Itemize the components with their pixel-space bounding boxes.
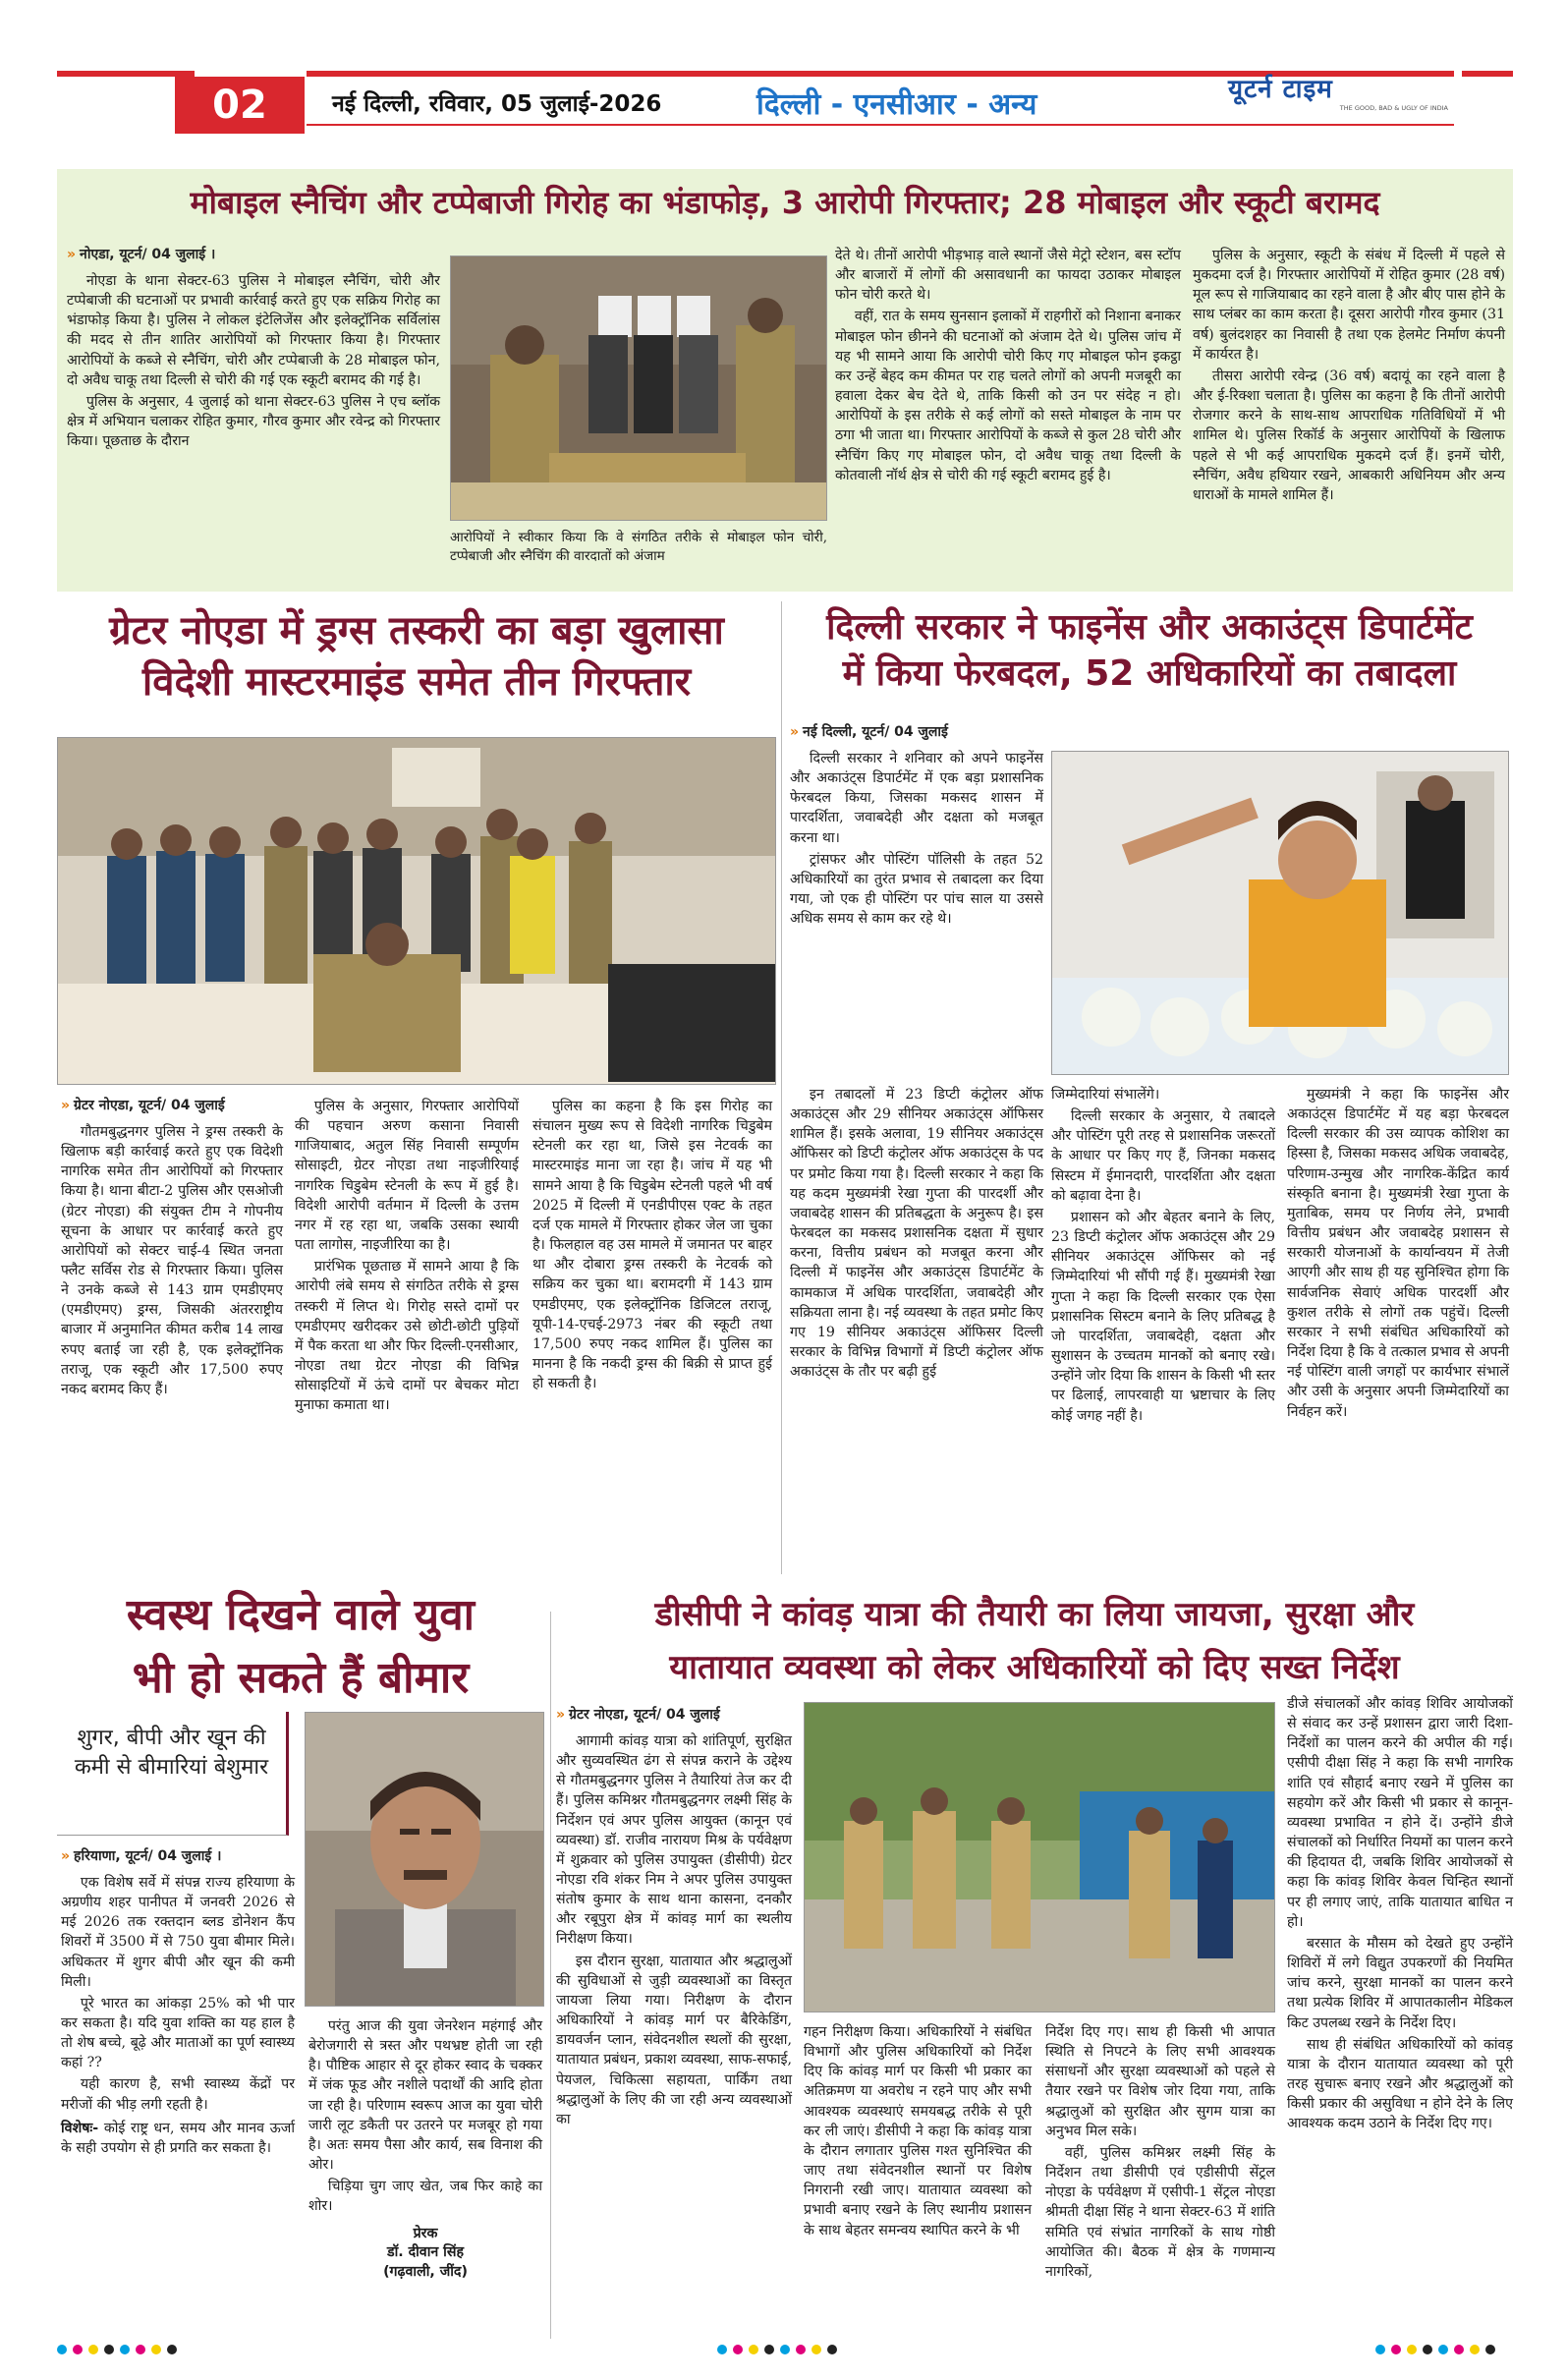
story1-para: नोएडा के थाना सेक्टर-63 पुलिस ने मोबाइल स्नैचिंग, चोरी और टप्पेबाजी की घटनाओं पर प्रभावी कार्रवाई करते हुए एक सक्रिय गिरोह का भंडाफोड़ किया है। पुलिस ने लोकल इंटेलिजेंस और इलेक्ट्रॉनिक सर्विलांस की मदद से तीन शातिर आरोपियों को गिरफ्तार किया है। गिरफ्तार आरोपियों के कब्जे से स्नैचिंग, चोरी और टप्पेबाजी के 28 मोबाइल फोन, दो अवैध चाकू तथा दिल्ली से चोरी की गई एक स्कूटी बरामद की गई है।: [67, 272, 440, 388]
story3-headline: दिल्ली सरकार ने फाइनेंस और अकाउंट्स डिपार्टमेंट में किया फेरबदल, 52 अधिकारियों का तबादला: [826, 607, 1473, 694]
story3-para: ट्रांसफर और पोस्टिंग पॉलिसी के तहत 52 अधिकारियों का तुरंत प्रभाव से तबादला कर दिया गया, जो एक ही पोस्टिंग पर पांच साल या उससे अधिक समय से काम कर रहे थे।: [790, 851, 1043, 928]
story2-byline: ग्रेटर नोएडा, यूटर्न/ 04 जुलाई: [74, 1098, 225, 1113]
story3-photo: [1051, 751, 1509, 1075]
story5-para: वहीं, पुलिस कमिश्नर लक्ष्मी सिंह के निर्देशन तथा डीसीपी एवं एडीसीपी सेंट्रल नोएडा के पर्यवेक्षण में एसीपी-1 सेंट्रल नोएडा श्रीमती दीक्षा सिंह ने थाना सेक्टर-63 में शांति समिति एवं संभ्रांत नागरिकों के साथ गोष्ठी आयोजित की। बैठक में क्षेत्र के गणमान्य नागरिकों,: [1045, 2144, 1275, 2280]
story4-headline: स्वस्थ दिखने वाले युवा भी हो सकते हैं बीमार: [126, 1590, 476, 1703]
registration-marks-center: [717, 2345, 837, 2354]
story1-para: पुलिस के अनुसार, स्कूटी के संबंध में दिल्ली में पहले से मुकदमा दर्ज है। गिरफ्तार आरोपियों में रोहित कुमार (28 वर्ष) मूल रूप से गाजियाबाद का रहने वाला है और बीए पास होने के साथ प्लंबर का काम करता है। दूसरा आरोपी गौरव कुमार (31 वर्ष) बुलंदशहर का निवासी है तथा एक हेलमेट निर्माण कंपनी में कार्यरत है।: [1193, 248, 1505, 363]
story5-para: डीजे संचालकों और कांवड़ शिविर आयोजकों से संवाद कर उन्हें प्रशासन द्वारा जारी दिशा-निर्देशों का पालन करने की अपील की गई। एसीपी दीक्षा सिंह ने कहा कि सभी नागरिक शांति एवं सौहार्द बनाए रखने में पुलिस का सहयोग करें और किसी भी प्रकार से कानून-व्यवस्था प्रभावित न होने दें। उन्होंने डीजे संचालकों को निर्धारित नियमों का पालन करने की हिदायत दी, जबकि शिविर आयोजकों से कहा कि कांवड़ शिविर केवल चिन्हित स्थानों पर ही लगाए जाएं, ताकि यातायात बाधित न हो।: [1287, 1696, 1513, 1930]
story2-col2: [295, 1097, 519, 1418]
story4-col2: [308, 2016, 542, 2283]
story2-headline: ग्रेटर नोएडा में ड्रग्स तस्करी का बड़ा खुलासा विदेशी मास्टरमाइंड समेत तीन गिरफ्तार: [109, 608, 724, 705]
story3-para: दिल्ली सरकार के अनुसार, ये तबादले और पोस्टिंग पूरी तरह से प्रशासनिक जरूरतों के आधार पर किए गए हैं, जिनका मकसद सिस्टम में ईमानदारी, पारदर्शिता और दक्षता को बढ़ावा देना है।: [1051, 1108, 1275, 1204]
story4-note-label: विशेषः-: [61, 2120, 99, 2136]
story1-para: देते थे। तीनों आरोपी भीड़भाड़ वाले स्थानों जैसे मेट्रो स्टेशन, बस स्टॉप और बाजारों में लोगों की असावधानी का फायदा उठाकर मोबाइल फोन चोरी करते थे।: [835, 248, 1181, 304]
story1-para: पुलिस के अनुसार, 4 जुलाई को थाना सेक्टर-63 पुलिस ने एच ब्लॉक क्षेत्र में अभियान चलाकर रोहित कुमार, गौरव कुमार और रवेन्द्र को गिरफ्तार किया। पूछताछ के दौरान: [67, 393, 440, 450]
story5-para: आगामी कांवड़ यात्रा को शांतिपूर्ण, सुरक्षित और सुव्यवस्थित ढंग से संपन्न कराने के उद्देश्य से गौतमबुद्धनगर पुलिस ने तैयारियां तेज कर दी हैं। पुलिस कमिश्नर गौतमबुद्धनगर लक्ष्मी सिंह के निर्देशन एवं अपर पुलिस आयुक्त (कानून एवं व्यवस्था) डॉ. राजीव नारायण मिश्र के पर्यवेक्षण में शुक्रवार को पुलिस उपायुक्त (डीसीपी) ग्रेटर नोएडा रवि शंकर निम ने अपर पुलिस उपायुक्त संतोष कुमार के साथ थाना कासना, दनकौर और रबूपुरा क्षेत्र में कांवड़ मार्ग का स्थलीय निरीक्षण किया।: [556, 1732, 792, 1948]
story1-col3: [835, 246, 1181, 487]
story-mobile-gang: [57, 169, 1513, 592]
story5-byline: ग्रेटर नोएडा, यूटर्न/ 04 जुलाई: [569, 1707, 720, 1723]
story2-para: गौतमबुद्धनगर पुलिस ने ड्रग्स तस्करी के खिलाफ बड़ी कार्रवाई करते हुए एक विदेशी नागरिक समेत तीन आरोपियों को गिरफ्तार किया है। थाना बीटा-2 पुलिस और एसओजी (ग्रेटर नोएडा) की संयुक्त टीम ने गोपनीय सूचना के आधार पर कार्रवाई करते हुए आरोपियों को सेक्टर चाई-4 स्थित जनता फ्लैट सर्विस रोड से गिरफ्तार किया। पुलिस ने उनके कब्जे से 143 ग्राम एमडीएमए (एमडीएमए) ड्रग्स, जिसकी अंतरराष्ट्रीय बाजार में अनुमानित कीमत करीब 14 लाख रुपए बताई जा रही है, एक इलेक्ट्रॉनिक तराजू, एक स्कूटी और 17,500 रुपए नकद बरामद किए हैं।: [61, 1123, 283, 1397]
story3-col3: [1051, 1085, 1275, 1428]
story1-byline: नोएडा, यूटर्न/ 04 जुलाई ।: [80, 247, 216, 262]
story5-col1: » ग्रेटर नोएडा, यूटर्न/ 04 जुलाई आगामी कांवड़ यात्रा को शांतिपूर्ण, सुरक्षित और सुव्यवस्थित ढंग से संपन्न कराने के उद्देश्य से गौतमबुद्धनगर पुलिस ने तैयारियां तेज कर दी हैं। पुलिस कमिश्नर गौतमबुद्धनगर लक्ष्मी सिंह के निर्देशन एवं अपर पुलिस आयुक्त (कानून एवं व्यवस्था) डॉ. राजीव नारायण मिश्र के पर्यवेक्षण में शुक्रवार को पुलिस उपायुक्त (डीसीपी) ग्रेटर नोएडा रवि शंकर निम ने अपर पुलिस उपायुक्त संतोष कुमार के साथ थाना कासना, दनकौर और रबूपुरा क्षेत्र में कांवड़ मार्ग का स्थलीय निरीक्षण किया। इस दौरान सुरक्षा, यातायात और श्रद्धालुओं की सुविधाओं से जुड़ी व्यवस्थाओं का विस्तृत जायजा लिया गया। निरीक्षण के दौरान अधिकारियों ने कांवड़ मार्ग पर बैरिकेडिंग, डायवर्जन प्लान, संवेदनशील स्थलों की सुरक्षा, यातायात प्रबंधन, प्रकाश व्यवस्था, साफ-सफाई, पेयजल, चिकित्सा सहायता, पार्किंग तथा श्रद्धालुओं के लिए की जा रही अन्य व्यवस्थाओं का: [556, 1706, 792, 2131]
red-rule-left: [57, 71, 195, 77]
story4-para: चिड़िया चुग जाए खेत, जब फिर काहे का शोर।: [308, 2179, 542, 2215]
section-title: दिल्ली - एनसीआर - अन्य: [756, 87, 1037, 122]
story2-photo: [57, 737, 776, 1085]
story4-note: कोई राष्ट्र धन, समय और मानव ऊर्जा के सही उपयोग से ही प्रगति कर सकता है।: [61, 2120, 295, 2156]
logo-tagline: THE GOOD, BAD & UGLY OF INDIA: [1339, 104, 1448, 112]
story1-col1: » नोएडा, यूटर्न/ 04 जुलाई । नोएडा के थाना सेक्टर-63 पुलिस ने मोबाइल स्नैचिंग, चोरी और टप्पेबाजी की घटनाओं पर प्रभावी कार्रवाई करते हुए एक सक्रिय गिरोह का भंडाफोड़ किया है। पुलिस ने लोकल इंटेलिजेंस और इलेक्ट्रॉनिक सर्विलांस की मदद से तीन शातिर आरोपियों को गिरफ्तार किया है। गिरफ्तार आरोपियों के कब्जे से स्नैचिंग, चोरी और टप्पेबाजी के 28 मोबाइल फोन, दो अवैध चाकू तथा दिल्ली से चोरी की गई एक स्कूटी बरामद की गई है। पुलिस के अनुसार, 4 जुलाई को थाना सेक्टर-63 पुलिस ने एच ब्लॉक क्षेत्र में अभियान चलाकर रोहित कुमार, गौरव कुमार और रवेन्द्र को गिरफ्तार किया। पूछताछ के दौरान: [67, 246, 440, 453]
logo-text: यूटर्न टाइम: [1228, 75, 1333, 104]
story4-para: पूरे भारत का आंकड़ा 25% को भी पार कर सकता है। यदि युवा शक्ति का यह हाल है तो शेष बच्चे, बूढ़े और माताओं का पूर्ण स्वास्थ्य कहां ??: [61, 1995, 295, 2071]
story4-author: डॉ. दीवान सिंह: [387, 2244, 464, 2261]
story5-col4: [1287, 1694, 1513, 2135]
story5-headline: डीसीपी ने कांवड़ यात्रा की तैयारी का लिया जायजा, सुरक्षा और यातायात व्यवस्था को लेकर अधिकारियों को दिए सख्त निर्देश: [654, 1595, 1415, 1688]
story4-signoff: प्रेरक: [413, 2225, 438, 2241]
story3-para: दिल्ली सरकार ने शनिवार को अपने फाइनेंस और अकाउंट्स डिपार्टमेंट में एक बड़ा प्रशासनिक फेरबदल किया, जिसका मकसद शासन में पारदर्शिता, जवाबदेही और दक्षता को मजबूत करना था।: [790, 750, 1043, 846]
story3-col1: » नई दिल्ली, यूटर्न/ 04 जुलाई दिल्ली सरकार ने शनिवार को अपने फाइनेंस और अकाउंट्स डिपार्टमेंट में एक बड़ा प्रशासनिक फेरबदल किया, जिसका मकसद शासन में पारदर्शिता, जवाबदेही और दक्षता को मजबूत करना था। ट्रांसफर और पोस्टिंग पॉलिसी के तहत 52 अधिकारियों का तुरंत प्रभाव से तबादला कर दिया गया, जो एक ही पोस्टिंग पर पांच साल या उससे अधिक समय से काम कर रहे थे।: [790, 723, 1043, 931]
column-rule: [550, 1612, 551, 2339]
story4-col1: » हरियाणा, यूटर्न/ 04 जुलाई । एक विशेष सर्वे में संपन्न राज्य हरियाणा के अग्रणीय शहर पानीपत में जनवरी 2026 से मई 2026 तक रक्तदान ब्लड डोनेशन कैंप शिवरों में 3500 में से 750 युवा बीमार मिले। अधिकतर में शुगर बीपी और खून की कमी मिली। पूरे भारत का आंकड़ा 25% को भी पार कर सकता है। यदि युवा शक्ति का यह हाल है तो शेष बच्चे, बूढ़े और माताओं का पूर्ण स्वास्थ्य कहां ?? यही कारण है, सभी स्वास्थ्य केंद्रों पर मरीजों की भीड़ लगी रहती है। विशेषः- कोई राष्ट्र धन, समय और मानव ऊर्जा के सही उपयोग से ही प्रगति कर सकता है।: [61, 1848, 295, 2156]
masthead-logo: [1228, 75, 1454, 122]
story1-caption: आरोपियों ने स्वीकार किया कि वे संगठित तरीके से मोबाइल फोन चोरी, टप्पेबाजी और स्नैचिंग की वारदातों को अंजाम: [450, 530, 827, 565]
story-delhi-transfer: [786, 601, 1513, 1574]
story5-para: बरसात के मौसम को देखते हुए उन्होंने शिविरों में लगे विद्युत उपकरणों की नियमित जांच करने, सुरक्षा मानकों का पालन करने तथा प्रत्येक शिविर में आपातकालीन मेडिकल किट उपलब्ध रखने के निर्देश दिए।: [1287, 1935, 1513, 2031]
registration-marks-left: [57, 2345, 177, 2354]
story5-col3: [1045, 2022, 1275, 2284]
story-kanwar: [556, 1584, 1513, 2311]
story5-col2: [804, 2022, 1032, 2242]
story4-author-place: (गढ़वाली, जींद): [383, 2264, 468, 2281]
story3-para: इन तबादलों में 23 डिप्टी कंट्रोलर ऑफ अकाउंट्स और 29 सीनियर अकाउंट्स ऑफिसर शामिल हैं। इसके अलावा, 19 सीनियर अकाउंट्स ऑफिसर को डिप्टी कंट्रोलर ऑफ अकाउंट्स के पद पर प्रमोट किया गया है। दिल्ली सरकार ने कहा कि यह कदम मुख्यमंत्री रेखा गुप्ता की पारदर्शी और जवाबदेह शासन की प्रतिबद्धता के अनुरूप है। इस फेरबदल का मकसद प्रशासनिक दक्षता में सुधार करना, वित्तीय प्रबंधन को मजबूत करना और दिल्ली में फाइनेंस और अकाउंट्स डिपार्टमेंट के कामकाज में अधिक पारदर्शिता, जवाबदेही और सक्रियता लाना है। नई व्यवस्था के तहत प्रमोट किए गए 19 सीनियर अकाउंट्स ऑफिसर दिल्ली सरकार के विभिन्न विभागों में डिप्टी कंट्रोलर ऑफ अकाउंट्स के तौर पर बढ़ी हुई: [790, 1087, 1043, 1381]
story5-para: इस दौरान सुरक्षा, यातायात और श्रद्धालुओं की सुविधाओं से जुड़ी व्यवस्थाओं का विस्तृत जायजा लिया गया। निरीक्षण के दौरान अधिकारियों ने कांवड़ मार्ग पर बैरिकेडिंग, डायवर्जन प्लान, संवेदनशील स्थलों की सुरक्षा, यातायात प्रबंधन, प्रकाश व्यवस्था, साफ-सफाई, पेयजल, चिकित्सा सहायता, पार्किंग तथा श्रद्धालुओं के लिए की जा रही अन्य व्यवस्थाओं का: [556, 1953, 792, 2127]
story1-para: वहीं, रात के समय सुनसान इलाकों में राहगीरों को निशाना बनाकर मोबाइल फोन छीनने की घटनाओं को अंजाम देते थे। पुलिस जांच में यह भी सामने आया कि आरोपी चोरी किए गए मोबाइल फोन इकट्ठा कर उन्हें बेहद कम कीमत पर राह चलते लोगों को अपनी मजबूरी का हवाला देकर बेच देते थे, ताकि किसी को उन पर संदेह न हो। आरोपियों के इस तरीके से कई लोगों को सस्ते मोबाइल के नाम पर ठगा भी जाता था। गिरफ्तार आरोपियों के कब्जे से कुल 28 चोरी और स्नैचिंग किए गए मोबाइल फोन, दो अवैध चाकू तथा दिल्ली के कोतवाली नॉर्थ क्षेत्र से चोरी की गई स्कूटी बरामद हुई है।: [835, 309, 1181, 483]
story4-para: यही कारण है, सभी स्वास्थ्य केंद्रों पर मरीजों की भीड़ लगी रहती है।: [61, 2076, 295, 2113]
story1-para: तीसरा आरोपी रवेन्द्र (36 वर्ष) बदायूं का रहने वाला है और ई-रिक्शा चलाता है। पुलिस का कहना है कि तीनों आरोपी रोजगार करने के साथ-साथ आपराधिक गतिविधियों में भी शामिल थे। पुलिस रिकॉर्ड के अनुसार आरोपियों के खिलाफ पहले से भी कई आपराधिक मुकदमे दर्ज हैं। इनमें चोरी, स्नैचिंग, अवैध हथियार रखने, आबकारी अधिनियम और अन्य धाराओं के मामले शामिल हैं।: [1193, 368, 1505, 503]
story5-para: निर्देश दिए गए। साथ ही किसी भी आपात स्थिति से निपटने के लिए सभी आवश्यक संसाधनों और सुरक्षा व्यवस्थाओं को पहले से तैयार रखने पर विशेष जोर दिया गया, ताकि श्रद्धालुओं को सुरक्षित और सुगम यात्रा का अनुभव मिल सके।: [1045, 2024, 1275, 2139]
story5-para: गहन निरीक्षण किया। अधिकारियों ने संबंधित विभागों और पुलिस अधिकारियों को निर्देश दिए कि कांवड़ मार्ग पर किसी भी प्रकार का अतिक्रमण या अवरोध न रहने पाए और सभी आवश्यक व्यवस्थाएं समयबद्ध तरीके से पूरी कर ली जाएं। डीसीपी ने कहा कि कांवड़ यात्रा के दौरान लगातार पुलिस गश्त सुनिश्चित की जाए तथा संवेदनशील स्थानों पर विशेष निगरानी रखी जाए। यातायात व्यवस्था को प्रभावी बनाए रखने के लिए स्थानीय प्रशासन के साथ बेहतर समन्वय स्थापित करने के भी: [804, 2024, 1032, 2238]
story3-col2: [790, 1085, 1043, 1384]
story4-subhead-box: [57, 1712, 289, 1836]
page-header: [57, 61, 1513, 132]
story-drugs: [57, 601, 776, 1574]
story3-col4: [1287, 1085, 1509, 1424]
story2-para: पुलिस के अनुसार, गिरफ्तार आरोपियों की पहचान अरुण कसाना निवासी गाजियाबाद, अतुल सिंह निवासी सम्पूर्णम सोसाइटी, ग्रेटर नोएडा तथा नाइजीरियाई नागरिक चिडुबेम स्टेनली के रूप में हुई है। विदेशी आरोपी वर्तमान में दिल्ली के उत्तम नगर में रह रहा था, जबकि उसका स्थायी पता लागोस, नाइजीरिया का है।: [295, 1099, 519, 1254]
registration-marks-right: [1375, 2345, 1495, 2354]
story3-para: जिम्मेदारियां संभालेंगे।: [1051, 1087, 1160, 1103]
red-rule-right: [1462, 71, 1513, 77]
story4-author-photo: [305, 1712, 544, 2007]
page-number-box: 02: [175, 77, 305, 134]
story2-col1: » ग्रेटर नोएडा, यूटर्न/ 04 जुलाई गौतमबुद्धनगर पुलिस ने ड्रग्स तस्करी के खिलाफ बड़ी कार्रवाई करते हुए एक विदेशी नागरिक समेत तीन आरोपियों को गिरफ्तार किया है। थाना बीटा-2 पुलिस और एसओजी (ग्रेटर नोएडा) की संयुक्त टीम ने गोपनीय सूचना के आधार पर कार्रवाई करते हुए आरोपियों को सेक्टर चाई-4 स्थित जनता फ्लैट सर्विस रोड से गिरफ्तार किया। पुलिस ने उनके कब्जे से 143 ग्राम एमडीएमए (एमडीएमए) ड्रग्स, जिसकी अंतरराष्ट्रीय बाजार में अनुमानित कीमत करीब 14 लाख रुपए बताई जा रही है, एक इलेक्ट्रॉनिक तराजू, एक स्कूटी और 17,500 रुपए नकद बरामद किए हैं।: [61, 1097, 283, 1401]
story3-para: प्रशासन को और बेहतर बनाने के लिए, 23 डिप्टी कंट्रोलर ऑफ अकाउंट्स और 29 सीनियर अकाउंट्स ऑफिसर को नई जिम्मेदारियां भी सौंपी गई हैं। मुख्यमंत्री रेखा गुप्ता ने कहा कि दिल्ली सरकार एक ऐसा प्रशासनिक सिस्टम बनाने के लिए प्रतिबद्ध है जो पारदर्शिता, जवाबदेही, दक्षता और सुशासन के उच्चतम मानकों को बनाए रखे। उन्होंने जोर दिया कि शासन के किसी भी स्तर पर ढिलाई, लापरवाही या भ्रष्टाचार के लिए कोई जगह नहीं है।: [1051, 1209, 1275, 1424]
story4-para: एक विशेष सर्वे में संपन्न राज्य हरियाणा के अग्रणीय शहर पानीपत में जनवरी 2026 से मई 2026 तक रक्तदान ब्लड डोनेशन कैंप शिवरों में 3500 में से 750 युवा बीमार मिले। अधिकतर में शुगर बीपी और खून की कमी मिली।: [61, 1874, 295, 1990]
story4-subhead: शुगर, बीपी और खून की कमी से बीमारियां बेशुमार: [74, 1726, 269, 1780]
story5-para: साथ ही संबंधित अधिकारियों को कांवड़ यात्रा के दौरान यातायात व्यवस्था को पूरी तरह सुचारू बनाए रखने और श्रद्धालुओं को किसी प्रकार की असुविधा न होने देने के लिए आवश्यक कदम उठाने के निर्देश दिए गए।: [1287, 2036, 1513, 2132]
story4-para: परंतु आज की युवा जेनरेशन महंगाई और बेरोजगारी से त्रस्त और पथभ्रष्ट होती जा रही है। पौष्टिक आहार से दूर होकर स्वाद के चक्कर में जंक फूड और नशीले पदार्थों की आदि होता जा रही है। परिणाम स्वरूप आज का युवा चोरी जारी लूट डकैती पर उतरने पर मजबूर हो गया है। अतः समय पैसा और कार्य, सब विनाश की ओर।: [308, 2018, 542, 2174]
story3-para: मुख्यमंत्री ने कहा कि फाइनेंस और अकाउंट्स डिपार्टमेंट में यह बड़ा फेरबदल दिल्ली सरकार की उस व्यापक कोशिश का हिस्सा है, जिसका मकसद अधिक जवाबदेह, परिणाम-उन्मुख और नागरिक-केंद्रित कार्य संस्कृति बनाना है। मुख्यमंत्री रेखा गुप्ता के मुताबिक, समय पर निर्णय लेने, प्रभावी वित्तीय प्रबंधन और जवाबदेह प्रशासन से सरकारी योजनाओं के कार्यान्वयन में तेजी आएगी और साथ ही यह सुनिश्चित होगा कि सार्वजनिक सेवाएं अधिक पारदर्शी और कुशल तरीके से लोगों तक पहुंचें। दिल्ली सरकार ने सभी संबंधित अधिकारियों को निर्देश दिया है कि वे तत्काल प्रभाव से अपनी नई पोस्टिंग वाली जगहों पर कार्यभार संभालें और उसी के अनुसार अपनी जिम्मेदारियों का निर्वहन करें।: [1287, 1087, 1509, 1420]
story5-photo: [804, 1702, 1275, 2012]
story4-byline: हरियाणा, यूटर्न/ 04 जुलाई ।: [74, 1848, 222, 1864]
story1-photo: [450, 255, 827, 521]
story3-byline: नई दिल्ली, यूटर्न/ 04 जुलाई: [803, 724, 948, 740]
story1-headline: मोबाइल स्नैचिंग और टप्पेबाजी गिरोह का भंडाफोड़, 3 आरोपी गिरफ्तार; 28 मोबाइल और स्कूटी बरामद: [190, 184, 1380, 221]
story1-col4: [1193, 246, 1505, 507]
dateline: नई दिल्ली, रविवार, 05 जुलाई-2026: [332, 91, 662, 117]
story2-col3: [532, 1097, 772, 1395]
story2-para: पुलिस का कहना है कि इस गिरोह का संचालन मुख्य रूप से विदेशी नागरिक चिडुबेम स्टेनली कर रहा था, जिसे इस नेटवर्क का मास्टरमाइंड माना जा रहा है। जांच में यह भी सामने आया है कि चिडुबेम स्टेनली पहले भी वर्ष 2025 में दिल्ली में एनडीपीएस एक्ट के तहत दर्ज एक मामले में गिरफ्तार होकर जेल जा चुका है। फिलहाल वह उस मामले में जमानत पर बाहर था और दोबारा ड्रग्स तस्करी के नेटवर्क को सक्रिय कर चुका था। बरामदगी में 143 ग्राम एमडीएमए, एक इलेक्ट्रॉनिक डिजिटल तराजू, यूपी-14-एचई-2973 नंबर की स्कूटी तथा 17,500 रुपए नकद शामिल हैं। पुलिस का मानना है कि नकदी ड्रग्स की बिक्री से प्राप्त हुई हो सकती है।: [532, 1099, 772, 1392]
column-rule: [781, 601, 782, 1574]
story2-para: प्रारंभिक पूछताछ में सामने आया है कि आरोपी लंबे समय से संगठित तरीके से ड्रग्स तस्करी में लिप्त थे। गिरोह सस्ते दामों पर एमडीएमए खरीदकर उसे छोटी-छोटी पुड़ियों में पैक करता था और फिर दिल्ली-एनसीआर, नोएडा तथा ग्रेटर नोएडा की विभिन्न सोसाइटियों में ऊंचे दामों पर बेचकर मोटा मुनाफा कमाता था।: [295, 1259, 519, 1414]
story-health: [57, 1584, 544, 2311]
